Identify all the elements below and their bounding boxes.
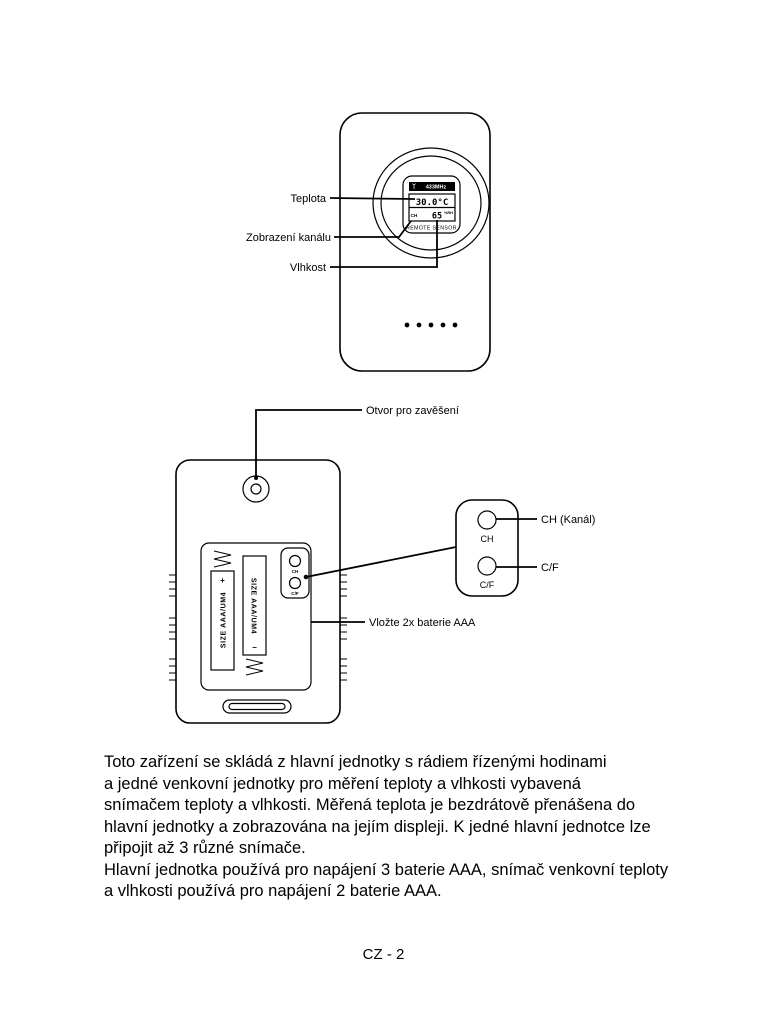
display-frequency: 433MHz [425,184,447,191]
detail-connector-line [306,547,456,577]
display-caption: REMOTE SENSOR [406,225,457,232]
battery-right-label: SIZE AAA/UM4 [249,577,257,635]
cf-button-small [290,578,301,589]
battery-plus-mark: + [220,576,225,585]
body-line: Hlavní jednotka používá pro napájení 3 baterie AAA, snímač venkovní teploty [104,860,669,879]
cf-button-label: C/F [479,580,495,590]
cf-button [478,557,496,575]
body-line: připojit až 3 různé snímače. [104,839,306,857]
display-temperature: 30.0°C [415,198,449,208]
ch-button [478,511,496,529]
ch-callout-label: CH (Kanál) [541,514,596,526]
front-body-outline [340,113,490,371]
sensor-back-view [169,405,476,723]
indicator-dots [405,323,458,328]
cf-callout-label: C/F [541,562,559,574]
body-line: hlavní jednotky a zobrazována na jejím displeji. K jedné hlavní jednotce lze [104,817,651,836]
display-humidity-unit: %RH [444,211,453,215]
ch-button-small-label: CH [291,569,299,574]
hanging-callout-line [256,410,362,478]
battery-door-latch [223,700,291,713]
ch-button-label: CH [480,534,494,544]
temperature-callout-label: Teplota [290,193,326,205]
temperature-callout-line [330,198,415,199]
button-panel [281,548,309,598]
sensor-front-view [246,113,490,371]
display-channel: CH [410,213,418,218]
page-number: CZ - 2 [362,946,405,963]
hanging-callout-label: Otvor pro zavěšení [366,405,459,417]
channel-callout-line [334,221,411,237]
description-text [104,752,684,903]
channel-callout-label: Zobrazení kanálu [246,232,331,244]
battery-minus-mark: − [252,643,257,652]
humidity-callout-label: Vlhkost [289,262,326,274]
button-detail-view [456,500,595,596]
battery-compartment [201,543,311,690]
battery-callout-label: Vložte 2x baterie AAA [369,617,476,629]
body-line: a vlhkosti používá pro napájení 2 baterie AAA. [104,882,442,900]
cf-button-small-label: C/F [291,591,299,596]
body-line: snímačem teploty a vlhkosti. Měřená teplota je bezdrátově přenášena do [104,796,636,814]
battery-spring-icon [246,659,263,675]
battery-door-latch-inner [229,704,285,710]
battery-left-label: SIZE AAA/UM4 [220,591,228,649]
display-humidity: 65 [431,211,443,222]
body-line: a jedné venkovní jednotky pro měření teploty a vlhkosti vybavená [104,774,581,793]
body-line: Toto zařízení se skládá z hlavní jednotky s rádiem řízenými hodinami [104,753,607,771]
battery-spring-icon [214,551,231,567]
hanging-hole [251,484,261,494]
ch-button-small [290,556,301,567]
